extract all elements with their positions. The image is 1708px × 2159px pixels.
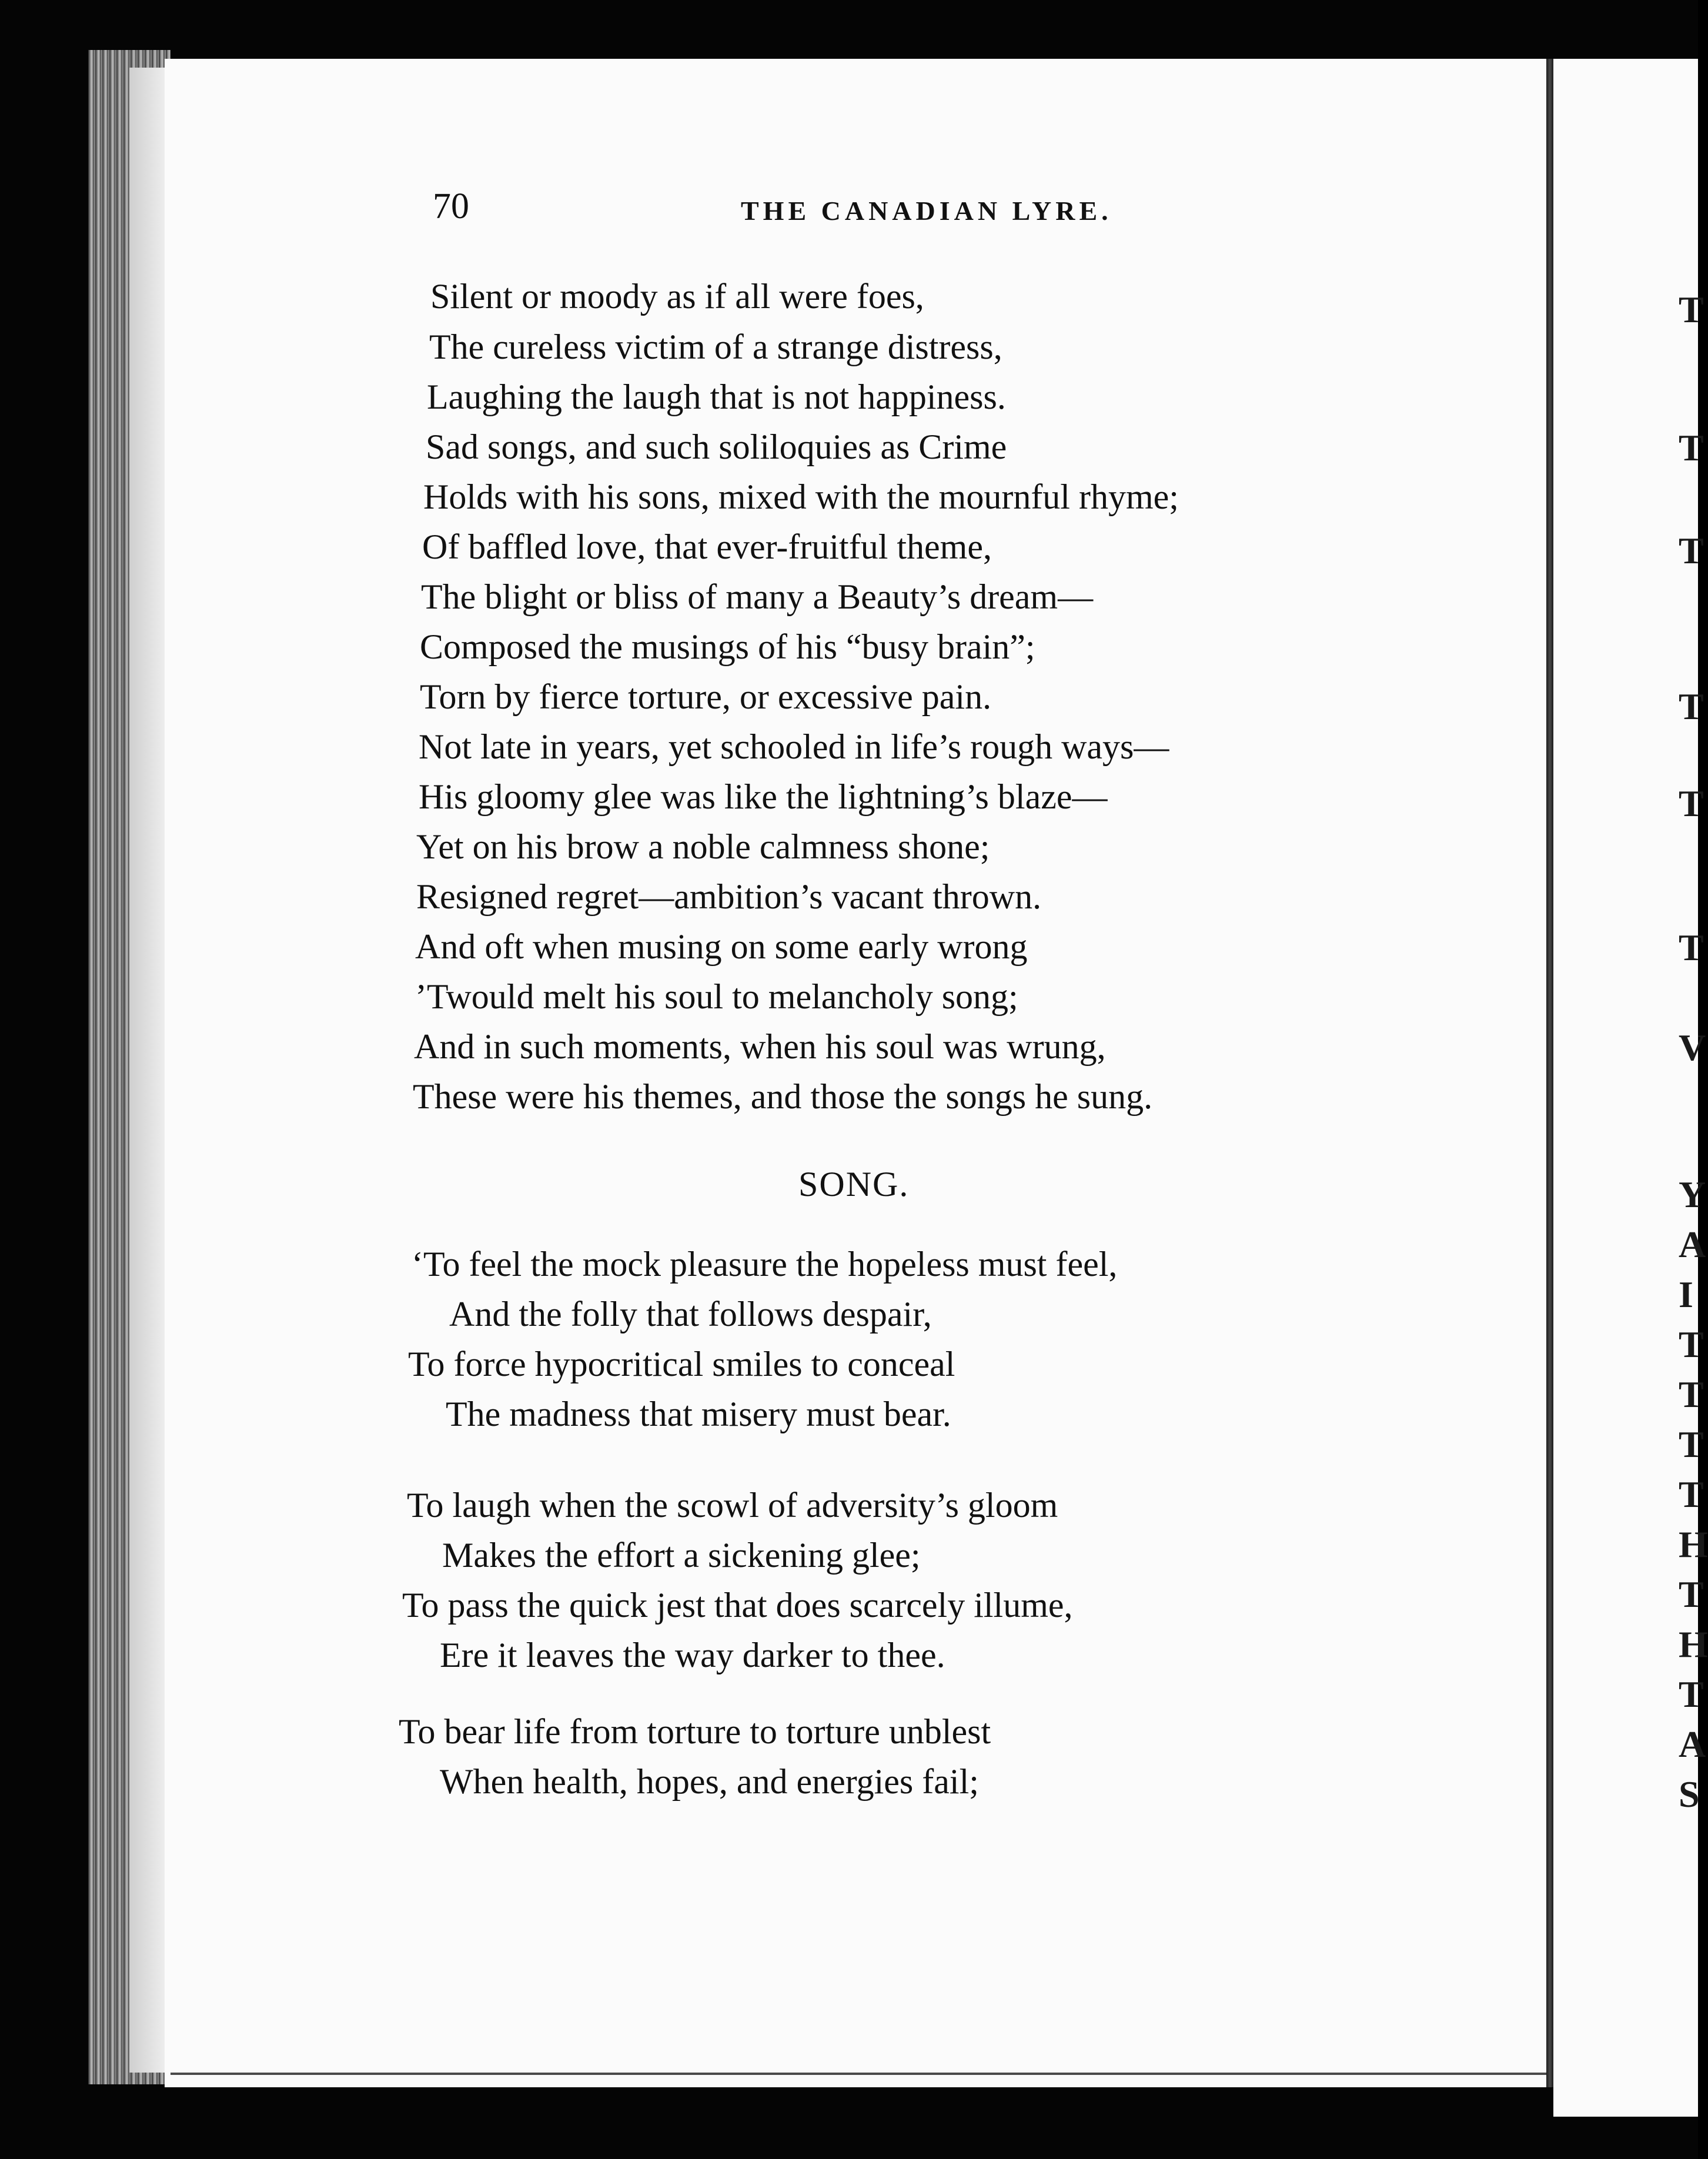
verse-line: Yet on his brow a noble calmness shone;: [416, 827, 990, 866]
facing-page-letter: H: [1679, 1623, 1708, 1665]
song-line: To bear life from torture to torture unblest: [399, 1712, 991, 1751]
verse-line: These were his themes, and those the songs he sung.: [413, 1077, 1153, 1116]
verse-line: Holds with his sons, mixed with the mournful rhyme;: [423, 477, 1179, 516]
verse-line: ’Twould melt his soul to melancholy song;: [415, 977, 1018, 1016]
verse-line: The blight or bliss of many a Beauty’s dream—: [421, 577, 1094, 616]
verse-line: The cureless victim of a strange distress,: [429, 327, 1002, 366]
facing-page-letter: T: [1679, 1373, 1704, 1415]
song-line: ‘To feel the mock pleasure the hopeless must feel,: [412, 1245, 1118, 1284]
song-line: To force hypocritical smiles to conceal: [408, 1345, 955, 1383]
verse-line: Silent or moody as if all were foes,: [430, 277, 924, 316]
song-line: To laugh when the scowl of adversity’s gloom: [407, 1486, 1058, 1525]
verse-line: Sad songs, and such soliloquies as Crime: [426, 427, 1007, 466]
song-line: Ere it leaves the way darker to thee.: [440, 1636, 945, 1675]
song-line: When health, hopes, and energies fail;: [440, 1762, 979, 1801]
running-title: THE CANADIAN LYRE.: [741, 196, 1112, 226]
verse-line: Laughing the laugh that is not happiness.: [427, 377, 1006, 416]
facing-page-letter: H: [1679, 1523, 1708, 1565]
verse-line: Not late in years, yet schooled in life’s rough ways—: [419, 727, 1169, 766]
facing-page-letter: A: [1679, 1224, 1706, 1265]
facing-page-letter: T: [1679, 1673, 1704, 1715]
verse-line: And oft when musing on some early wrong: [415, 927, 1028, 966]
page-bottom-edge: [171, 2073, 1558, 2075]
song-line: Makes the effort a sickening glee;: [442, 1536, 921, 1575]
facing-page-letter: T: [1679, 1423, 1704, 1465]
facing-page-letter: T: [1679, 783, 1704, 824]
verse-line: Torn by fierce torture, or excessive pain.: [420, 677, 992, 716]
verse-line: Of baffled love, that ever-fruitful theme,: [422, 527, 992, 566]
song-line: To pass the quick jest that does scarcely illume,: [402, 1586, 1073, 1625]
verse-line: His gloomy glee was like the lightning’s blaze—: [419, 777, 1108, 816]
facing-page-letter: S: [1679, 1773, 1700, 1815]
verse-line: Composed the musings of his “busy brain”;: [420, 627, 1035, 666]
facing-page-letter: T: [1679, 289, 1704, 330]
song-line: The madness that misery must bear.: [446, 1395, 951, 1433]
facing-page-letter: I: [1679, 1274, 1693, 1315]
song-line: And the folly that follows despair,: [449, 1295, 932, 1333]
facing-page-letter: T: [1679, 1324, 1704, 1365]
facing-page-letter: T: [1679, 927, 1704, 968]
facing-page-letter: T: [1679, 686, 1704, 727]
facing-page-letter: T: [1679, 530, 1704, 572]
song-heading: SONG.: [798, 1165, 910, 1204]
book-gutter: [1546, 59, 1553, 2087]
facing-page-letter: T: [1679, 1573, 1704, 1615]
facing-page: [1553, 59, 1698, 2117]
verse-line: Resigned regret—ambition’s vacant thrown.: [416, 877, 1042, 916]
page-number: 70: [433, 186, 469, 226]
facing-page-letter: Y: [1679, 1174, 1706, 1215]
facing-page-letter: V: [1679, 1027, 1706, 1068]
facing-page-letter: A: [1679, 1723, 1706, 1765]
facing-page-letter: T: [1679, 1473, 1704, 1515]
verse-line: And in such moments, when his soul was wrung,: [414, 1027, 1106, 1066]
facing-page-letter: T: [1679, 427, 1704, 469]
